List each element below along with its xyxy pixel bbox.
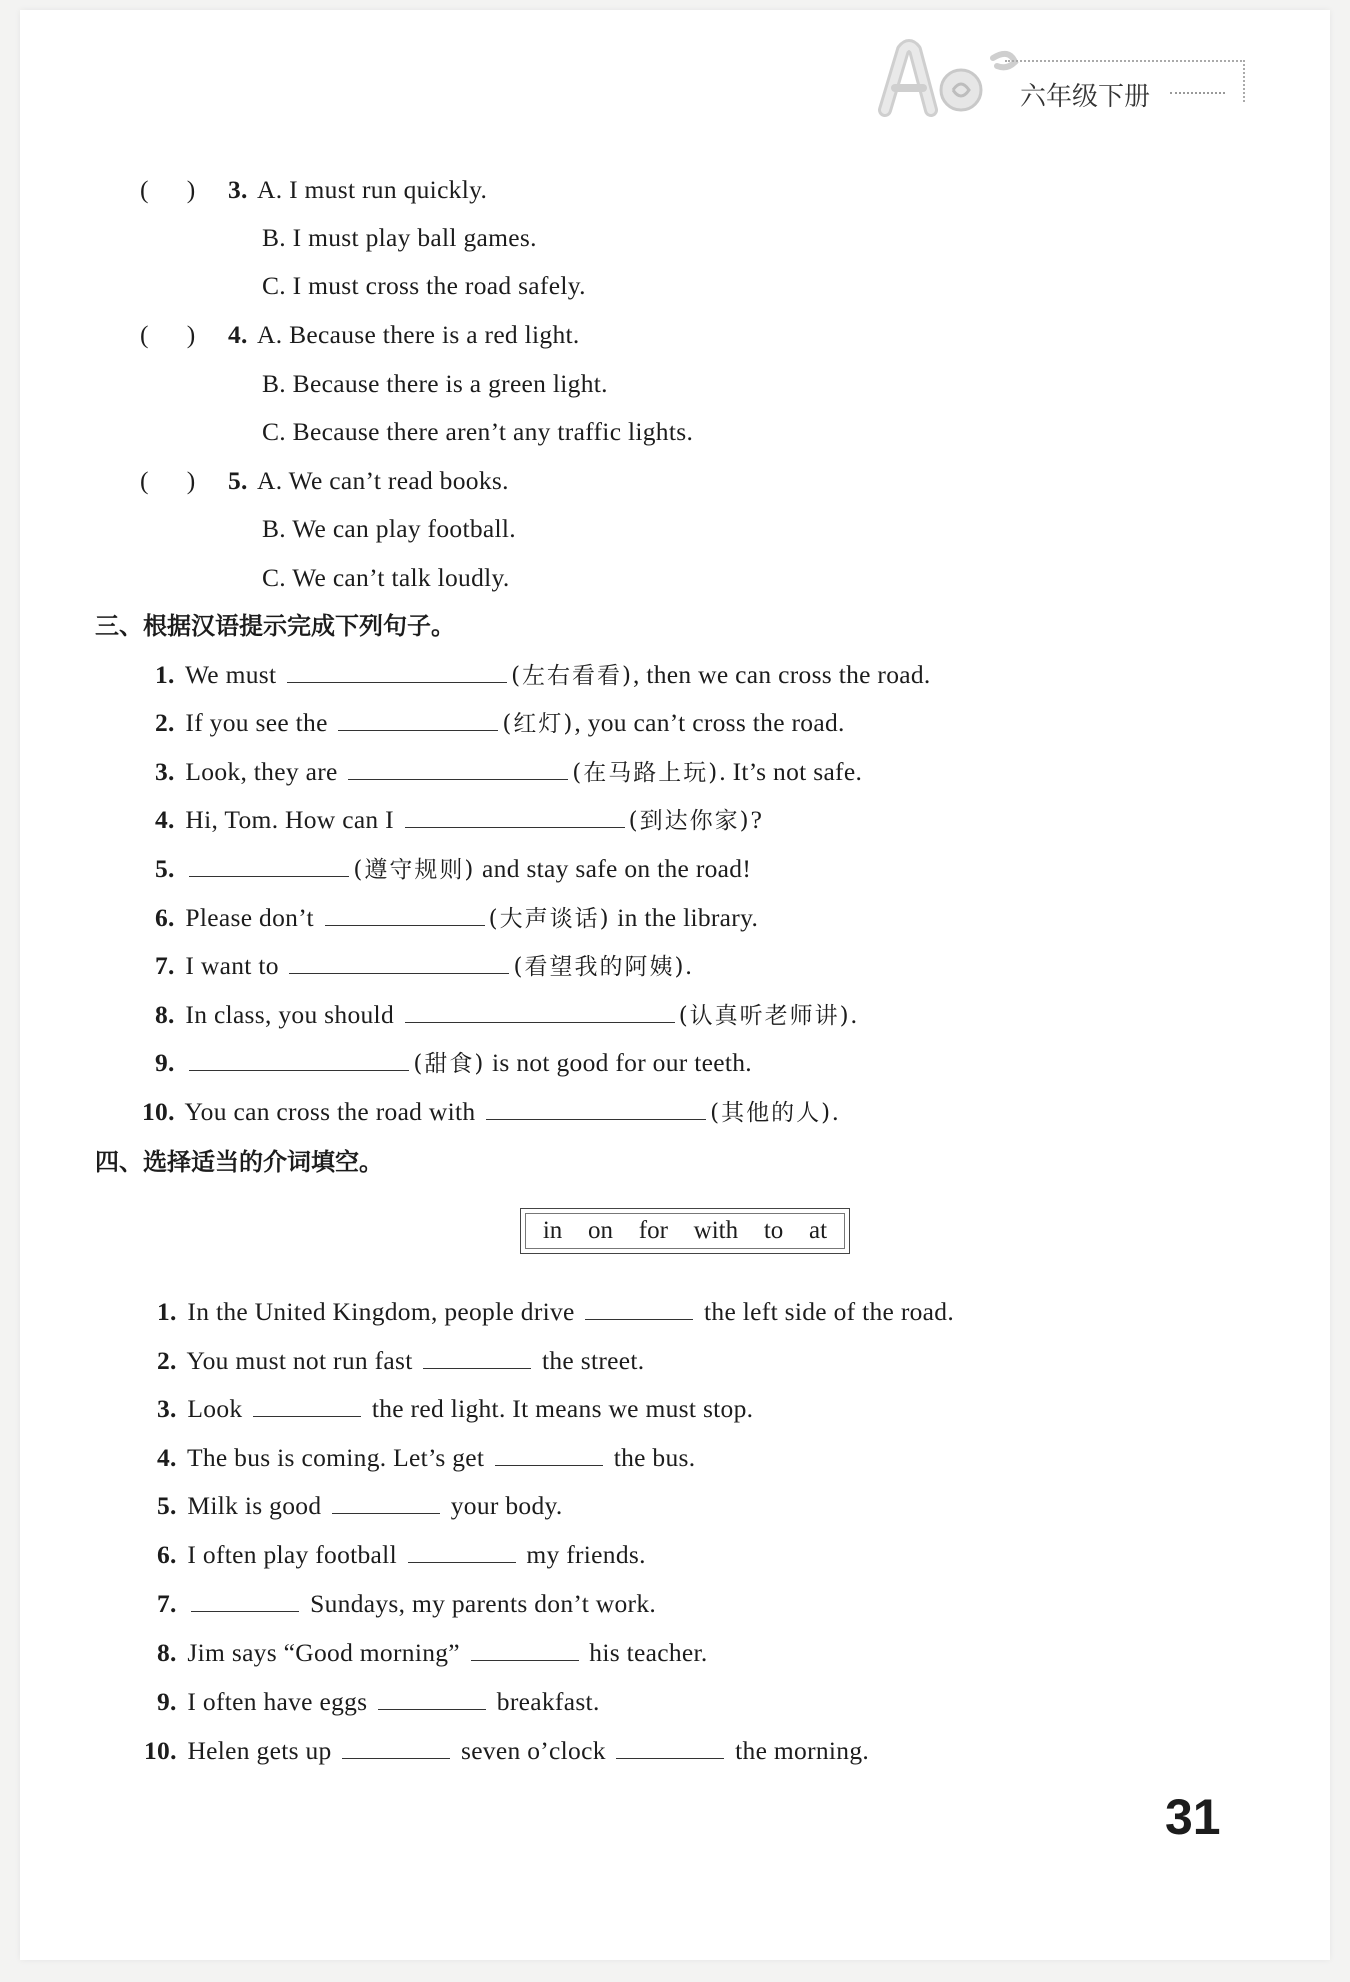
- fill-sentence: 2. If you see the (红灯), you can’t cross the road.: [155, 708, 845, 737]
- answer-blank[interactable]: [585, 1297, 693, 1320]
- answer-blank[interactable]: [378, 1687, 486, 1710]
- mc-option-line: 3. A. I must run quickly.: [228, 175, 488, 204]
- mc-option-line: B. We can play football.: [262, 514, 516, 543]
- mc-option-line: C. I must cross the road safely.: [262, 271, 586, 300]
- fill-sentence: 6. I often play football my friends.: [157, 1540, 646, 1569]
- fill-sentence: 9. (甜食) is not good for our teeth.: [155, 1048, 752, 1077]
- answer-blank[interactable]: [348, 757, 568, 780]
- word-bank-item: in: [542, 1217, 563, 1244]
- fill-sentence: 4. Hi, Tom. How can I (到达你家)?: [155, 805, 763, 834]
- answer-blank[interactable]: [189, 854, 349, 877]
- answer-blank[interactable]: [287, 660, 507, 683]
- section-3-title: 三、根据汉语提示完成下列句子。: [95, 612, 455, 640]
- answer-paren[interactable]: ( ): [140, 320, 196, 349]
- answer-blank[interactable]: [253, 1394, 361, 1417]
- word-bank-item: to: [763, 1217, 784, 1244]
- fill-sentence: 5. Milk is good your body.: [157, 1491, 563, 1520]
- mc-option-line: 4. A. Because there is a red light.: [228, 320, 580, 349]
- book-title: 六年级下册: [1020, 82, 1151, 112]
- answer-blank[interactable]: [325, 903, 485, 926]
- word-bank-item: at: [809, 1217, 828, 1244]
- fill-sentence: 5. (遵守规则) and stay safe on the road!: [155, 854, 752, 883]
- section-4-title: 四、选择适当的介词填空。: [95, 1148, 383, 1176]
- answer-blank[interactable]: [191, 1589, 299, 1612]
- answer-blank[interactable]: [405, 1000, 675, 1023]
- fill-sentence: 8. Jim says “Good morning” his teacher.: [157, 1638, 708, 1667]
- word-bank: [520, 1208, 850, 1254]
- header-dots: [1170, 92, 1225, 94]
- fill-sentence: 10. You can cross the road with (其他的人).: [142, 1097, 839, 1126]
- fill-sentence: 6. Please don’t (大声谈话) in the library.: [155, 903, 759, 932]
- fill-sentence: 3. Look, they are (在马路上玩). It’s not safe.: [155, 757, 863, 786]
- fill-sentence: 4. The bus is coming. Let’s get the bus.: [157, 1443, 696, 1472]
- answer-paren[interactable]: ( ): [140, 466, 196, 495]
- word-bank-item: on: [588, 1217, 614, 1244]
- answer-blank[interactable]: [405, 805, 625, 828]
- workbook-page: [20, 10, 1330, 1960]
- answer-blank[interactable]: [189, 1048, 409, 1071]
- answer-blank[interactable]: [423, 1346, 531, 1369]
- fill-sentence: 7. Sundays, my parents don’t work.: [157, 1589, 657, 1618]
- fill-sentence: 7. I want to (看望我的阿姨).: [155, 951, 693, 980]
- fill-sentence: 9. I often have eggs breakfast.: [157, 1687, 600, 1716]
- answer-blank[interactable]: [338, 708, 498, 731]
- mc-option-line: C. Because there aren’t any traffic lights.: [262, 417, 694, 446]
- answer-blank[interactable]: [332, 1491, 440, 1514]
- answer-blank[interactable]: [342, 1736, 450, 1759]
- answer-blank[interactable]: [616, 1736, 724, 1759]
- page-number: 31: [1165, 1789, 1221, 1845]
- word-bank-item: with: [693, 1217, 739, 1244]
- fill-sentence: 8. In class, you should (认真听老师讲).: [155, 1000, 858, 1029]
- answer-blank[interactable]: [471, 1638, 579, 1661]
- mc-option-line: C. We can’t talk loudly.: [262, 563, 510, 592]
- mc-option-line: B. I must play ball games.: [262, 223, 537, 252]
- answer-blank[interactable]: [289, 951, 509, 974]
- word-bank-item: for: [638, 1217, 668, 1244]
- fill-sentence: 1. In the United Kingdom, people drive the left side of the road.: [157, 1297, 955, 1326]
- fill-sentence: 3. Look the red light. It means we must stop.: [157, 1394, 754, 1423]
- fill-sentence: 2. You must not run fast the street.: [157, 1346, 645, 1375]
- answer-blank[interactable]: [408, 1540, 516, 1563]
- answer-paren[interactable]: ( ): [140, 175, 196, 204]
- fill-sentence: 1. We must (左右看看), then we can cross the road.: [155, 660, 931, 689]
- answer-blank[interactable]: [486, 1097, 706, 1120]
- mc-option-line: 5. A. We can’t read books.: [228, 466, 509, 495]
- mc-option-line: B. Because there is a green light.: [262, 369, 608, 398]
- fill-sentence: 10. Helen gets up seven o’clock the morning.: [144, 1736, 870, 1765]
- answer-blank[interactable]: [495, 1443, 603, 1466]
